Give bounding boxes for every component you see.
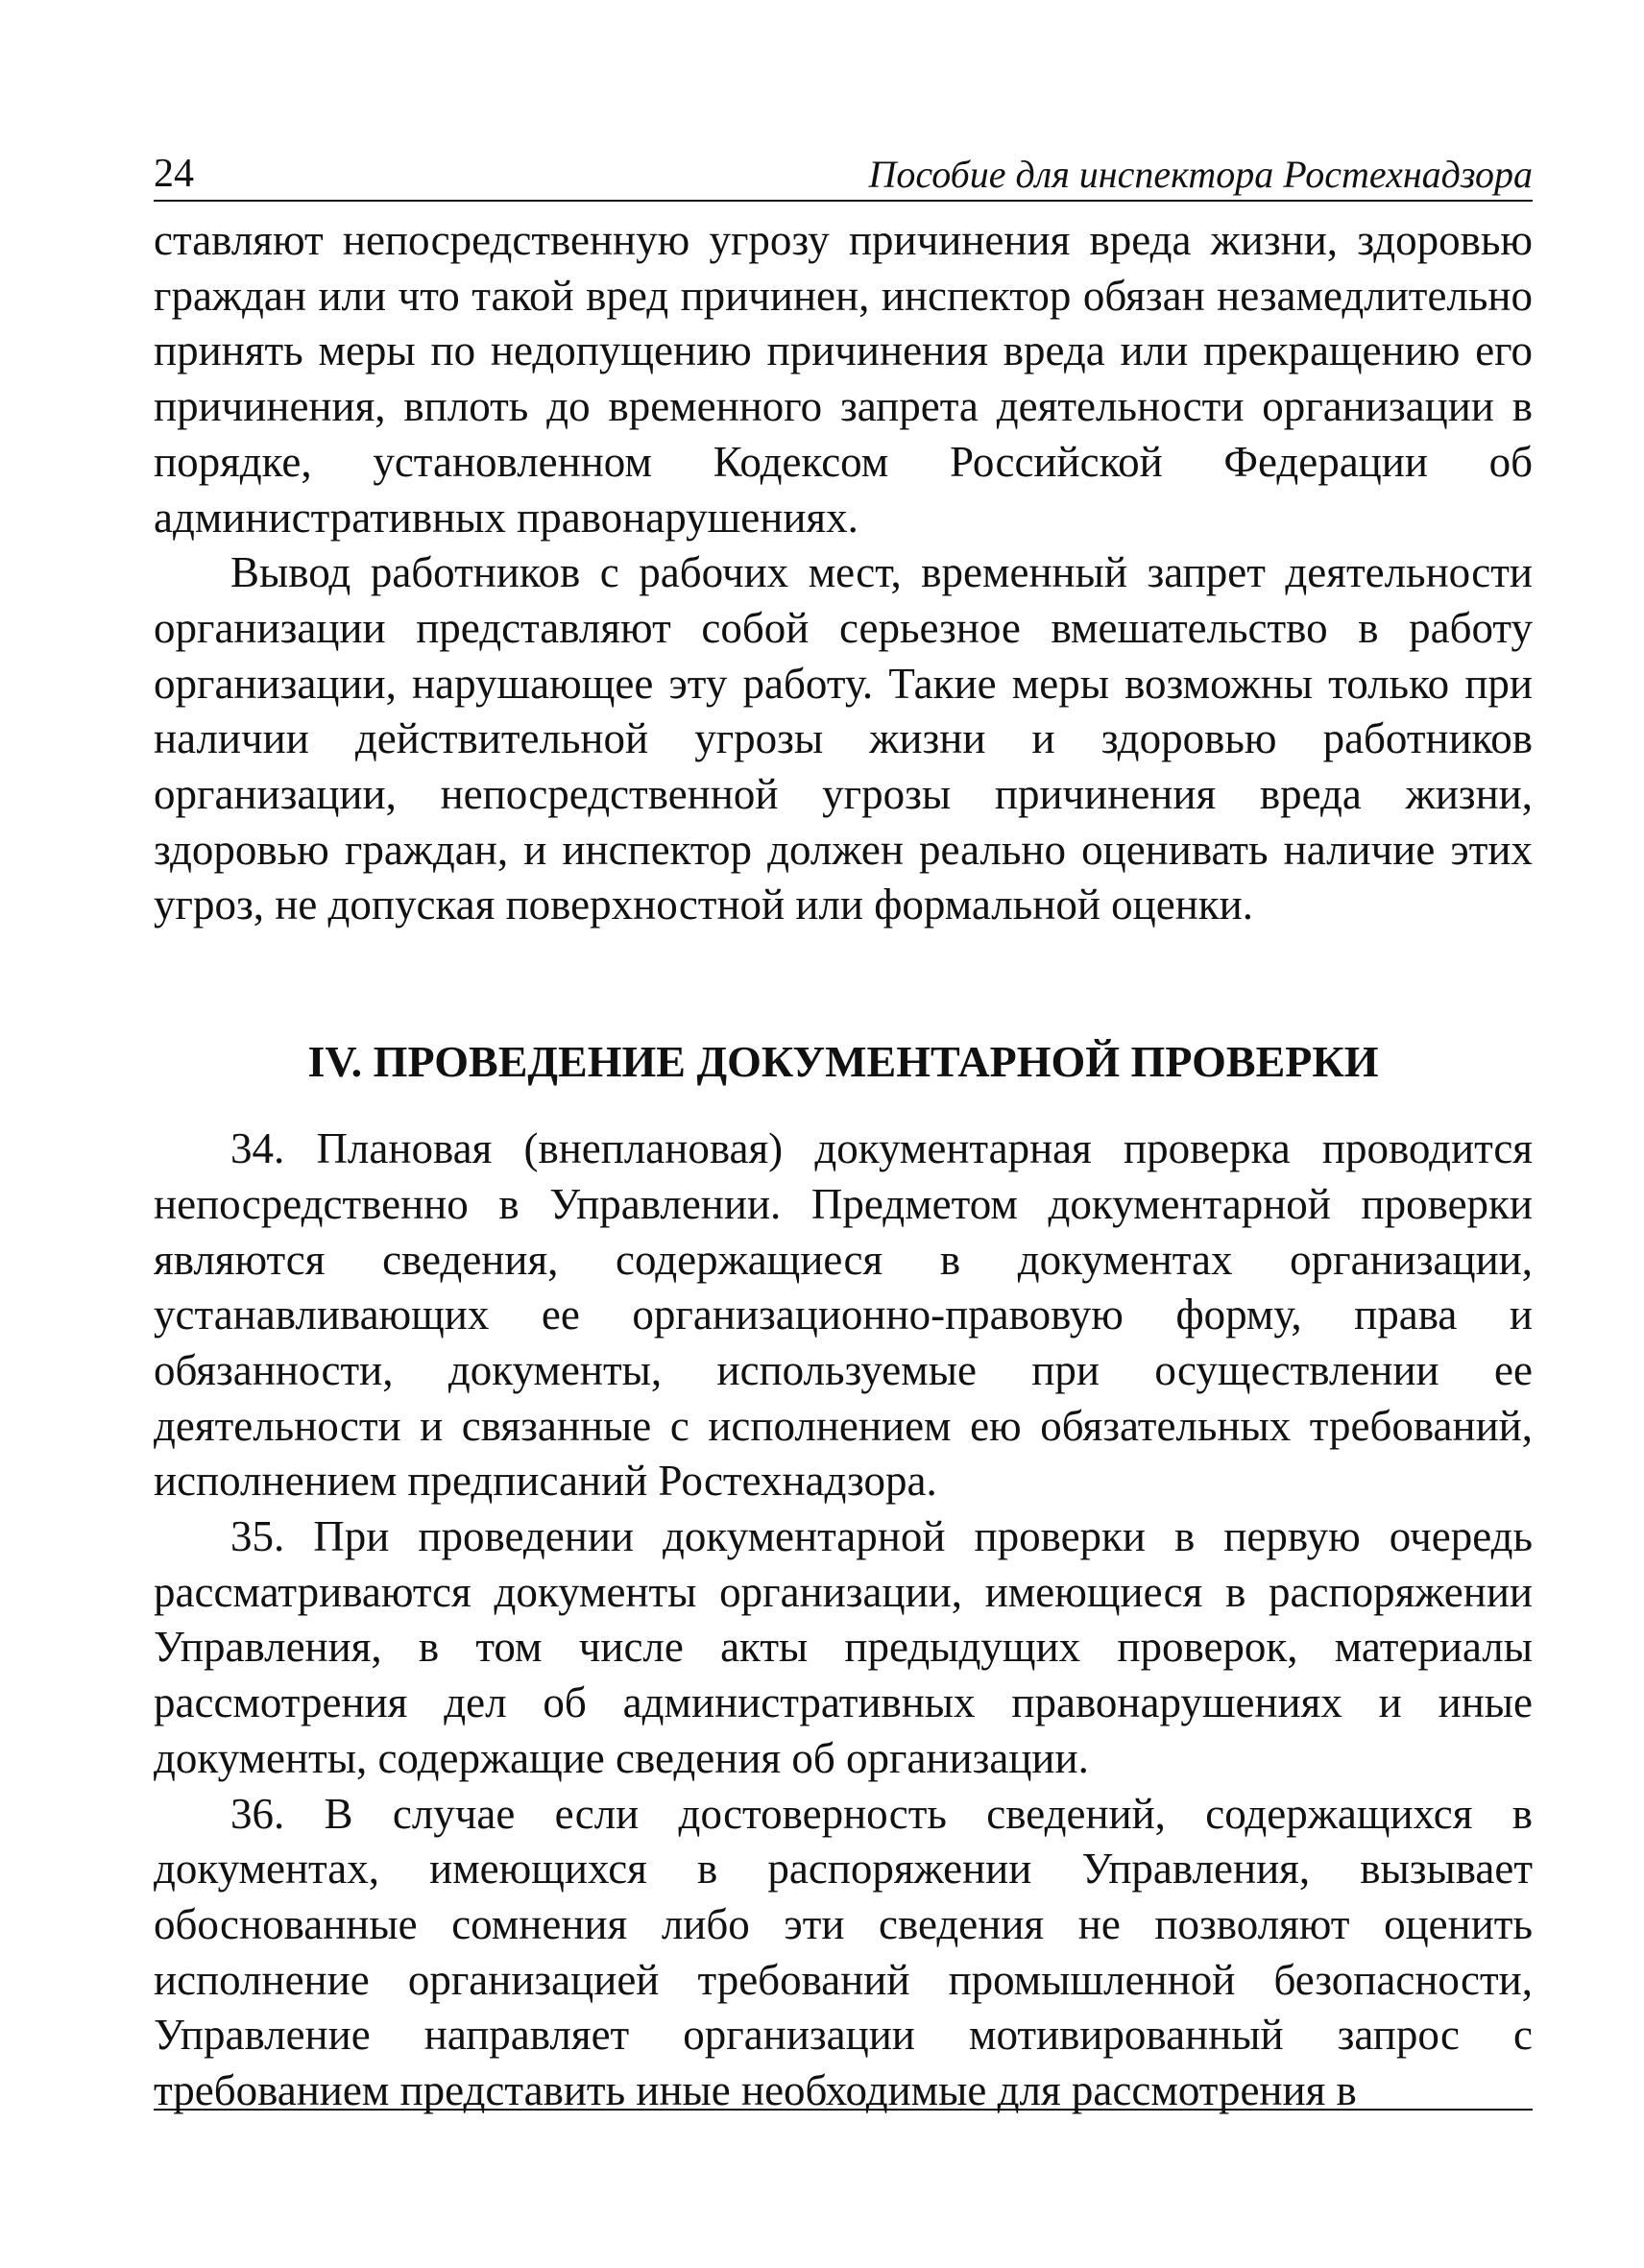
paragraph-34: 34. Плановая (внеплановая) документарная проверка проводится непосредственно в Управлении. Предметом документарной проверки являются сведения, содержащиеся в документах организации, устанавливающих ее организационно-правовую форму, права и обязанности, документы, используемые при осуществлении ее деятельности и связанные с исполнением ею обязательных требований, исполнением предписаний Ростехнадзора. xyxy=(154,1124,1533,1506)
running-head xyxy=(154,144,1533,202)
document-body xyxy=(154,213,1533,2119)
paragraph-continued: ставляют непосредственную угрозу причинения вреда жизни, здоровью граждан или что такой вред причинен, инспектор обязан незамедлительно принять меры по недопущению причинения вреда или прекращению его причинения, вплоть до временного запрета деятельности организации в порядке, установленном Кодексом Российской Федерации об административных правонарушениях. xyxy=(154,216,1533,542)
document-page xyxy=(154,144,1533,2119)
page-number: 24 xyxy=(154,152,194,196)
section-title: IV. ПРОВЕДЕНИЕ ДОКУМЕНТАРНОЙ ПРОВЕРКИ xyxy=(307,1037,1379,1087)
running-title: Пособие для инспектора Ростехнадзора xyxy=(868,153,1533,196)
paragraph-35: 35. При проведении документарной проверки в первую очередь рассматриваются документы организации, имеющиеся в распоряжении Управления, в том числе акты предыдущих проверок, материалы рассмотрения дел об административных правонарушениях и иные документы, содержащие сведения об организации. xyxy=(154,1512,1533,1782)
paragraph-36: 36. В случае если достоверность сведений, содержащихся в документах, имеющихся в распоряжении Управления, вызывает обоснованные сомнения либо эти сведения не позволяют оценить исполнение организацией требований промышленной безопасности, Управление направляет организации мотивированный запрос с требованием представить иные необходимые для рассмотрения в xyxy=(154,1789,1533,2115)
paragraph: Вывод работников с рабочих мест, временный запрет деятельности организации представляют собой серьезное вмешательство в работу организации, нарушающее эту работу. Такие меры возможны только при наличии действительной угрозы жизни и здоровью работников организации, непосредственной угрозы причинения вреда жизни, здоровью граждан, и инспектор должен реально оценивать наличие этих угроз, не допуская поверхностной или формальной оценки. xyxy=(154,548,1533,929)
bottom-rule xyxy=(154,2109,1533,2111)
